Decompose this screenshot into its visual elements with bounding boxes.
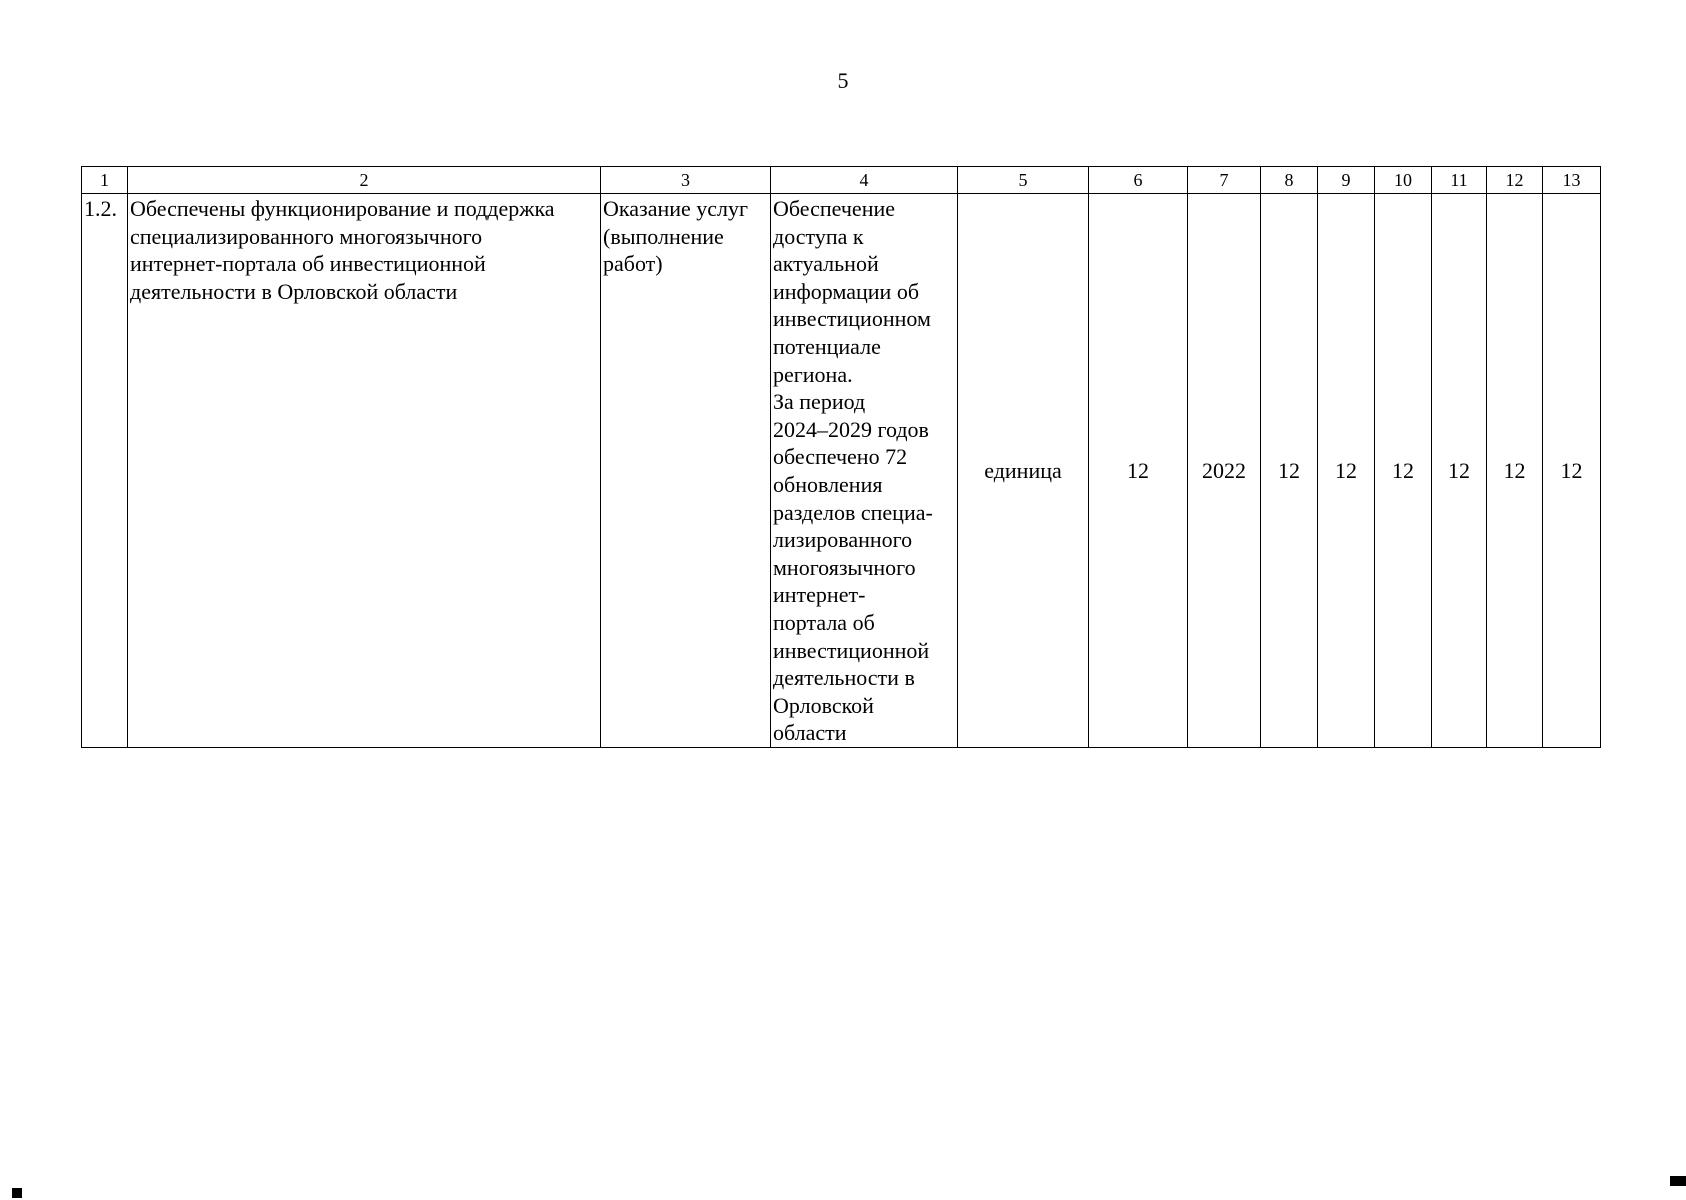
value-cell-10: 12 — [1375, 194, 1432, 748]
scan-mark-right — [1670, 1176, 1686, 1186]
characteristic-text: Обеспечение доступа к актуальной информации об инвестиционном потенциале региона. За период 2024–2029 годов обеспечено 72 обновления разделов специа- лизированного многоязычного интернет- портала об инвестиционной деятельности в Орловской области — [773, 196, 933, 746]
scan-mark-left — [12, 1188, 22, 1198]
header-cell-8: 8 — [1261, 167, 1318, 194]
header-cell-1: 1 — [82, 167, 128, 194]
indicator-table-wrapper — [81, 166, 1601, 748]
value-cell-9: 12 — [1318, 194, 1375, 748]
event-type: Оказание услуг (выполнение работ) — [603, 196, 749, 277]
header-cell-12: 12 — [1487, 167, 1543, 194]
header-cell-2: 2 — [128, 167, 601, 194]
header-cell-9: 9 — [1318, 167, 1375, 194]
event-type-cell — [601, 194, 771, 748]
header-cell-3: 3 — [601, 167, 771, 194]
base-year-cell: 2022 — [1188, 194, 1261, 748]
value-cell-13: 12 — [1543, 194, 1601, 748]
unit-cell: единица — [958, 194, 1089, 748]
indicator-table — [81, 166, 1601, 748]
result-name: Обеспечены функционирование и поддержка специализированного многоязычного интернет-портала об инвестиционной деятельности в Орловской области — [130, 196, 555, 304]
row-number-cell — [82, 194, 128, 748]
header-cell-6: 6 — [1089, 167, 1188, 194]
header-cell-11: 11 — [1432, 167, 1487, 194]
page-number: 5 — [837, 68, 849, 93]
header-cell-5: 5 — [958, 167, 1089, 194]
value-cell-8: 12 — [1261, 194, 1318, 748]
header-cell-13: 13 — [1543, 167, 1601, 194]
characteristic-cell — [771, 194, 958, 748]
base-value-cell: 12 — [1089, 194, 1188, 748]
value-cell-12: 12 — [1487, 194, 1543, 748]
header-cell-4: 4 — [771, 167, 958, 194]
row-number: 1.2. — [84, 196, 117, 221]
table-header-row — [82, 167, 1601, 194]
header-cell-10: 10 — [1375, 167, 1432, 194]
value-cell-11: 12 — [1432, 194, 1487, 748]
table-row — [82, 194, 1601, 748]
result-name-cell — [128, 194, 601, 748]
header-cell-7: 7 — [1188, 167, 1261, 194]
